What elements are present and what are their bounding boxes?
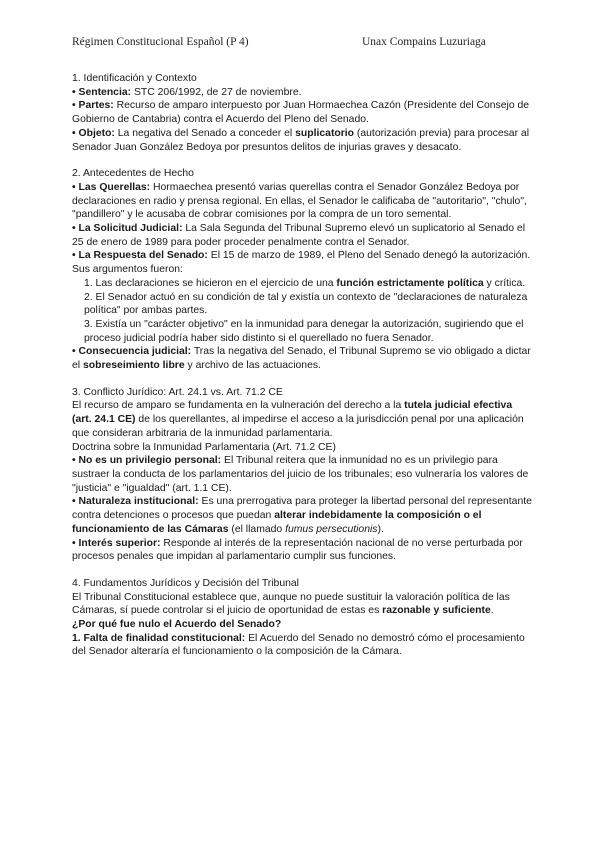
section-legal-conflict: [72, 386, 534, 564]
list-item: • Objeto: La negativa del Senado a conceder el suplicatorio (autorización previa) para procesar al Senador Juan González Bedoya por presuntos delitos de injurias graves y desacato.: [72, 127, 530, 153]
header-subject: Régimen Constitucional Español (P 4): [72, 36, 249, 48]
list-item: • Interés superior: Responde al interés de la representación nacional de no verse perturbada por procesos penales que impidan al parlamentario cumplir sus funciones.: [72, 537, 523, 563]
section-identification: [72, 72, 534, 154]
section-title: 2. Antecedentes de Hecho: [72, 168, 194, 180]
document-body: [72, 72, 534, 672]
list-item: • Las Querellas: Hormaechea presentó varias querellas contra el Senador González Bedoya por declaraciones en radio y prensa regional. En ellas, el Senador le calificaba de "autoritario", "chulo", "pandillero" y le acusaba de cobrar comisiones por la compra de un toro semental.: [72, 181, 527, 221]
list-item: 3. Existía un "carácter objetivo" en la inmunidad para denegar la autorización, sugiriendo que el proceso judicial podría haber sido distinto si el querellado no fuera Senador.: [84, 318, 524, 344]
section-decision: [72, 577, 534, 659]
list-item: • Consecuencia judicial: Tras la negativa del Senado, el Tribunal Supremo se vio obligado a dictar el sobreseimiento libre y archivo de las actuaciones.: [72, 346, 531, 372]
paragraph: El Tribunal Constitucional establece que, aunque no puede sustituir la valoración política de las Cámaras, sí puede controlar si el juicio de oportunidad de estas es razonable y suficiente.: [72, 591, 510, 617]
list-item: • Naturaleza institucional: Es una prerrogativa para proteger la libertad personal del representante contra detenciones o procesos que puedan alterar indebidamente la composición o el funcionamiento de las Cámaras (el llamado fumus persecutionis).: [72, 496, 532, 535]
list-item: 1. Las declaraciones se hicieron en el ejercicio de una función estrictamente política y crítica.: [84, 277, 526, 289]
list-item: • Sentencia: STC 206/1992, de 27 de noviembre.: [72, 86, 302, 98]
section-title: 1. Identificación y Contexto: [72, 73, 197, 84]
list-item: • Partes: Recurso de amparo interpuesto por Juan Hormaechea Cazón (Presidente del Consejo de Gobierno de Cantabria) contra el Acuerdo del Pleno del Senado.: [72, 100, 530, 126]
subheading: Doctrina sobre la Inmunidad Parlamentaria (Art. 71.2 CE): [72, 441, 336, 453]
section-background: [72, 167, 534, 373]
section-title: 4. Fundamentos Jurídicos y Decisión del Tribunal: [72, 577, 299, 589]
list-item: 1. Falta de finalidad constitucional: El Acuerdo del Senado no demostró cómo el procesamiento del Senador alteraría el funcionamiento o la composición de la Cámara.: [72, 632, 525, 658]
header-author: Unax Compains Luzuriaga: [362, 36, 486, 48]
paragraph: El recurso de amparo se fundamenta en la vulneración del derecho a la tutela judicial efectiva (art. 24.1 CE) de los querellantes, al impedirse el acceso a la jurisdicción penal por una aplicación que consideran arbitraria de la inmunidad parlamentaria.: [72, 400, 524, 439]
list-item: • La Respuesta del Senado: El 15 de marzo de 1989, el Pleno del Senado denegó la autorización. Sus argumentos fueron:: [72, 250, 531, 276]
list-item: • No es un privilegio personal: El Tribunal reitera que la inmunidad no es un privilegio para sustraer la conducta de los parlamentarios del juicio de los tribunales; eso vulneraría los valores de "justicia" e "igualdad" (art. 1.1 CE).: [72, 455, 529, 494]
question-heading: ¿Por qué fue nulo el Acuerdo del Senado?: [72, 619, 282, 631]
list-item: • La Solicitud Judicial: La Sala Segunda del Tribunal Supremo elevó un suplicatorio al Senado el 25 de enero de 1989 para poder proceder penalmente contra el Senador.: [72, 223, 525, 248]
list-item: 2. El Senador actuó en su condición de tal y existía un contexto de "declaraciones de naturaleza política" por ambas partes.: [84, 291, 528, 317]
section-title: 3. Conflicto Jurídico: Art. 24.1 vs. Art. 71.2 CE: [72, 386, 283, 398]
